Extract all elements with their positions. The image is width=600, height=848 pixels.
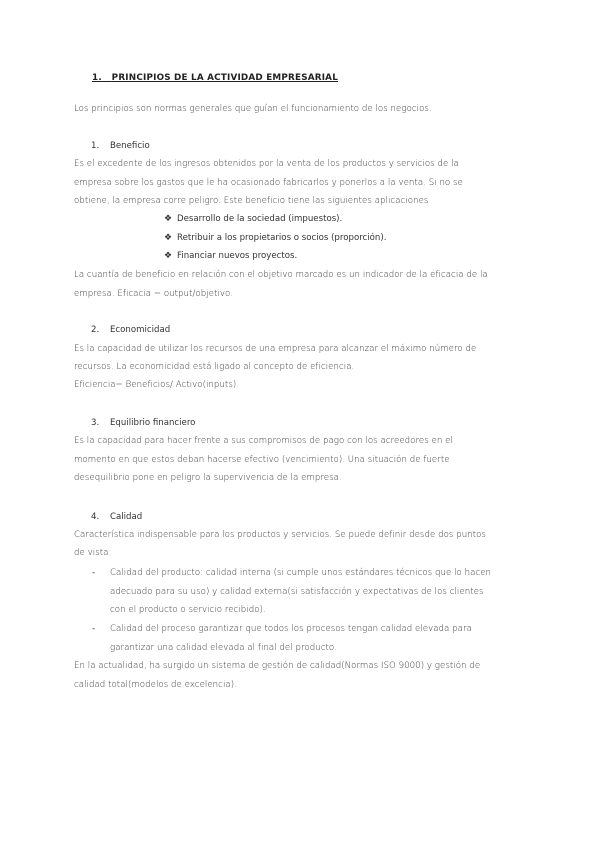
diamond-bullet-icon: ❖ <box>164 233 173 243</box>
text-line: empresa sobre los gastos que le ha ocasionado fabricarlos y ponerlos a la venta. Si no se <box>74 178 463 188</box>
text-line: desequilibrio pone en peligro la supervivencia de la empresa. <box>74 473 342 483</box>
section-number: 1. <box>91 141 100 151</box>
text-line: En la actualidad, ha surgido un sistema de gestión de calidad(Normas ISO 9000) y gestión de <box>74 661 481 671</box>
text-line: con el producto o servicio recibido). <box>110 605 266 615</box>
text-line: adecuado para su uso) y calidad externa(si satisfacción y expectativas de los clientes <box>110 587 484 597</box>
dash-bullet-icon: - <box>92 624 96 634</box>
bullet-item: ❖ Retribuir a los propietarios o socios (proporción). <box>164 233 387 243</box>
text-line: calidad total(modelos de excelencia). <box>74 680 237 690</box>
text-line: obtiene, la empresa corre peligro. Este beneficio tiene las siguientes aplicaciones <box>74 196 429 206</box>
bullet-item: ❖ Desarrollo de la sociedad (impuestos). <box>164 214 343 224</box>
dash-bullet-icon: - <box>92 568 96 578</box>
diamond-bullet-icon: ❖ <box>164 214 173 224</box>
section-heading-calidad: Calidad <box>110 512 143 522</box>
section-heading-economicidad: Economicidad <box>110 325 171 335</box>
text-line: Eficiencia= Beneficios/ Activo(inputs). <box>74 380 240 390</box>
bullet-item: ❖ Financiar nuevos proyectos. <box>164 251 298 261</box>
text-line: empresa. Eficacia = output/objetivo. <box>74 289 233 299</box>
text-line: Calidad del proceso garantizar que todos los procesos tengan calidad elevada para <box>110 624 472 634</box>
page-title: 1. PRINCIPIOS DE LA ACTIVIDAD EMPRESARIAL <box>92 73 338 83</box>
text-line: Es el excedente de los ingresos obtenidos por la venta de los productos y servicios de la <box>74 159 459 169</box>
text-line: Es la capacidad de utilizar los recursos de una empresa para alcanzar el máximo número de <box>74 344 477 354</box>
text-line: Calidad del producto: calidad interna (si cumple unos estándares técnicos que lo hacen <box>110 568 492 578</box>
section-number: 2. <box>91 325 100 335</box>
text-line: Es la capacidad para hacer frente a sus compromisos de pago con los acreedores en el <box>74 436 453 446</box>
section-number: 3. <box>91 418 100 428</box>
text-line: La cuantía de beneficio en relación con el objetivo marcado es un indicador de la eficacia de la <box>74 270 488 280</box>
text-line: garantizar una calidad elevada al final del producto. <box>110 643 337 653</box>
text-line: Característica indispensable para los productos y servicios. Se puede definir desde dos puntos <box>74 530 486 540</box>
diamond-bullet-icon: ❖ <box>164 251 173 261</box>
text-line: recursos. La economicidad está ligado al concepto de eficiencia. <box>74 362 355 372</box>
section-heading-equilibrio: Equilibrio financiero <box>110 418 196 428</box>
text-line: de vista: <box>74 548 112 558</box>
section-heading-beneficio: Beneficio <box>110 141 150 151</box>
section-number: 4. <box>91 512 100 522</box>
text-line: momento en que estos deban hacerse efectivo (vencimiento). Una situación de fuerte <box>74 455 450 465</box>
intro-paragraph: Los principios son normas generales que guían el funcionamiento de los negocios. <box>74 104 432 114</box>
